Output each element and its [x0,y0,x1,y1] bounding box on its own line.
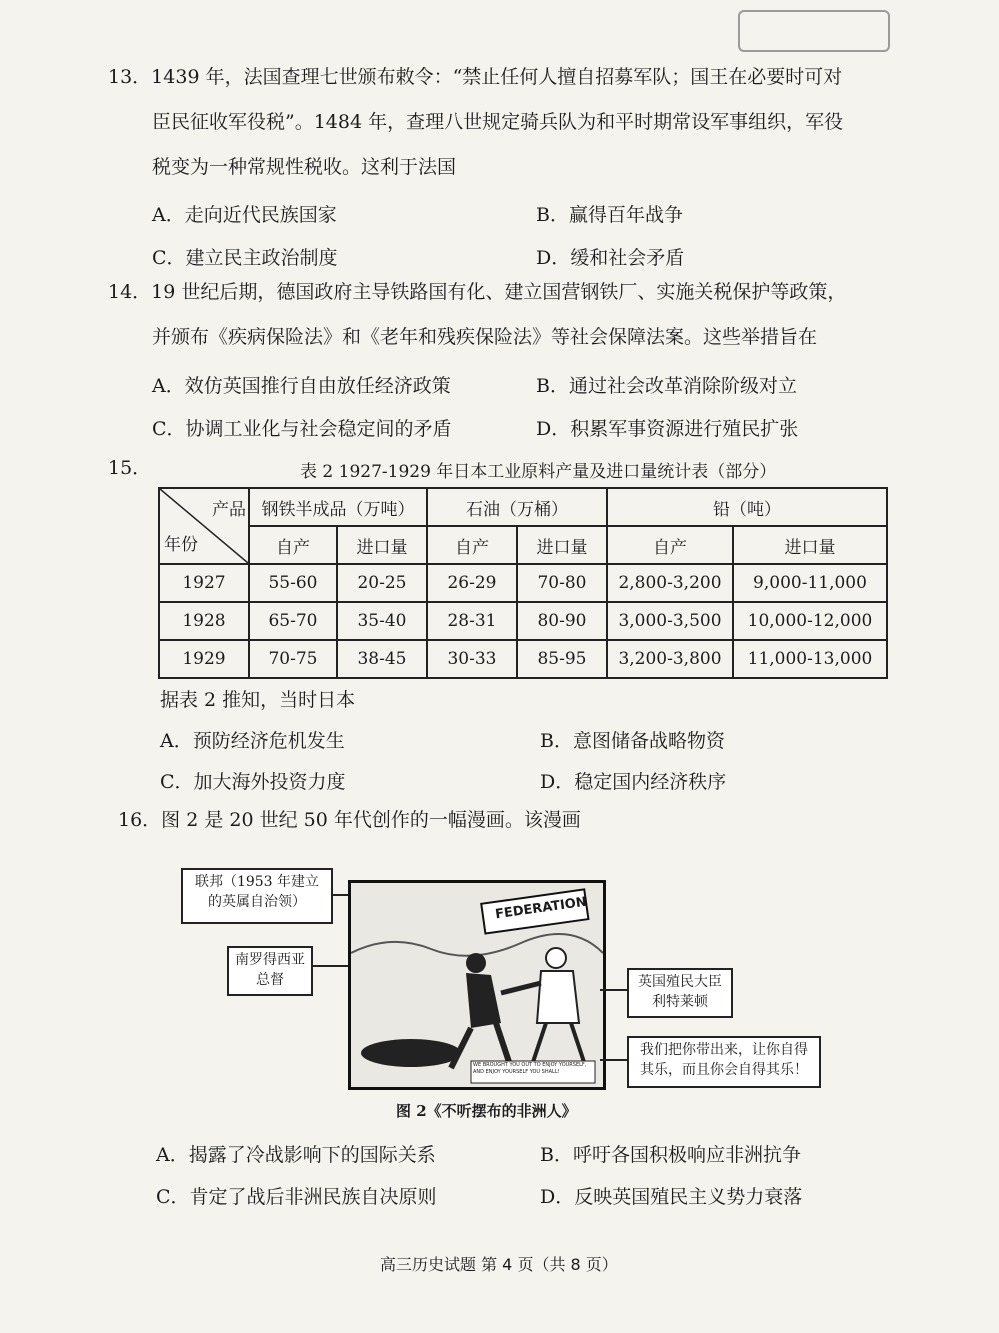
sub-header: 自产 [607,526,733,564]
label-quote [627,1036,821,1088]
q16-option-d[interactable]: D．反映英国殖民主义势力衰落 [540,1186,803,1208]
table-cell: 10,000-12,000 [733,602,887,640]
table-cell: 3,000-3,500 [607,602,733,640]
label-quote-line1: 我们把你带出来，让你自得 [640,1042,808,1058]
sub-header: 进口量 [733,526,887,564]
q15-option-a[interactable]: A．预防经济危机发生 [160,730,345,752]
label-federation [181,868,333,924]
label-federation-line1: 联邦（1953 年建立 [194,874,320,890]
table-title: 表 2 1927-1929 年日本工业原料产量及进口量统计表（部分） [300,462,777,482]
q13-option-b[interactable]: B．赢得百年战争 [536,204,683,226]
page-footer: 高三历史试题 第 4 页（共 8 页） [380,1255,618,1274]
q13-line3: 税变为一种常规性税收。这利于法国 [152,156,457,178]
q13-line2: 臣民征收军役税”。1484 年，查理八世规定骑兵队为和平时期常设军事组织，军役 [152,111,844,133]
table-cell: 26-29 [427,564,517,602]
corner-year-label: 年份 [164,535,198,555]
federation-sign-text: FEDERATION [494,894,588,923]
q13-option-c[interactable]: C．建立民主政治制度 [152,247,338,269]
q15-option-b[interactable]: B．意图储备战略物资 [540,730,725,752]
q14-option-a[interactable]: A．效仿英国推行自由放任经济政策 [152,375,451,397]
q16-option-b[interactable]: B．呼吁各国积极响应非洲抗争 [540,1144,801,1166]
label-minister [627,968,733,1018]
label-minister-line1: 英国殖民大臣 [638,974,722,990]
q15-number: 15． [108,457,152,479]
table-cell: 55-60 [249,564,337,602]
q14-line1: 14．19 世纪后期，德国政府主导铁路国有化、建立国营钢铁厂、实施关税保护等政策， [108,281,847,303]
q16-line1: 16．图 2 是 20 世纪 50 年代创作的一幅漫画。该漫画 [118,809,581,831]
label-governor-line2: 总督 [256,972,284,988]
cartoon-speech-text: WE BROUGHT YOU OUT TO ENJOY YOURSELF, AND ENJOY YOURSELF YOU SHALL! [473,1062,587,1075]
sub-header: 进口量 [337,526,427,564]
corner-product-label: 产品 [212,500,246,520]
group-header: 铅（吨） [607,488,887,526]
q13-option-a[interactable]: A．走向近代民族国家 [152,204,337,226]
table-cell: 65-70 [249,602,337,640]
q14-option-c[interactable]: C．协调工业化与社会稳定间的矛盾 [152,418,452,440]
table-cell: 1929 [159,640,249,678]
table-cell: 30-33 [427,640,517,678]
table-cell: 20-25 [337,564,427,602]
label-governor-line1: 南罗得西亚 [235,952,305,968]
table-cell: 85-95 [517,640,607,678]
sub-header: 进口量 [517,526,607,564]
table-cell: 1927 [159,564,249,602]
sub-header: 自产 [249,526,337,564]
table-cell: 11,000-13,000 [733,640,887,678]
q15-option-d[interactable]: D．稳定国内经济秩序 [540,771,727,793]
q14-option-b[interactable]: B．通过社会改革消除阶级对立 [536,375,797,397]
table-cell: 1928 [159,602,249,640]
q14-option-d[interactable]: D．积累军事资源进行殖民扩张 [536,418,799,440]
label-minister-line2: 利特莱顿 [652,994,708,1010]
q16-option-a[interactable]: A．揭露了冷战影响下的国际关系 [156,1144,436,1166]
label-governor [227,946,313,996]
table-cell: 3,200-3,800 [607,640,733,678]
table-cell: 2,800-3,200 [607,564,733,602]
label-federation-line2: 的英属自治领） [208,894,306,910]
q13-option-d[interactable]: D．缓和社会矛盾 [536,247,685,269]
sub-header: 自产 [427,526,517,564]
table-cell: 80-90 [517,602,607,640]
group-header: 石油（万桶） [427,488,607,526]
table-cell: 70-80 [517,564,607,602]
table-cell: 28-31 [427,602,517,640]
table-cell: 9,000-11,000 [733,564,887,602]
group-header: 钢铁半成品（万吨） [249,488,427,526]
q16-option-c[interactable]: C．肯定了战后非洲民族自决原则 [156,1186,437,1208]
table-cell: 70-75 [249,640,337,678]
table-cell: 38-45 [337,640,427,678]
q13-line1: 13．1439 年，法国查理七世颁布敕令：“禁止任何人擅自招募军队；国王在必要时可对 [108,66,843,88]
q15-option-c[interactable]: C．加大海外投资力度 [160,771,346,793]
q15-stem: 据表 2 推知，当时日本 [160,689,356,711]
q14-line2: 并颁布《疾病保险法》和《老年和残疾保险法》等社会保障法案。这些举措旨在 [152,326,818,348]
label-quote-line2: 其乐，而且你会自得其乐！ [640,1062,808,1078]
figure-caption: 图 2《不听摆布的非洲人》 [396,1102,577,1120]
table-cell: 35-40 [337,602,427,640]
